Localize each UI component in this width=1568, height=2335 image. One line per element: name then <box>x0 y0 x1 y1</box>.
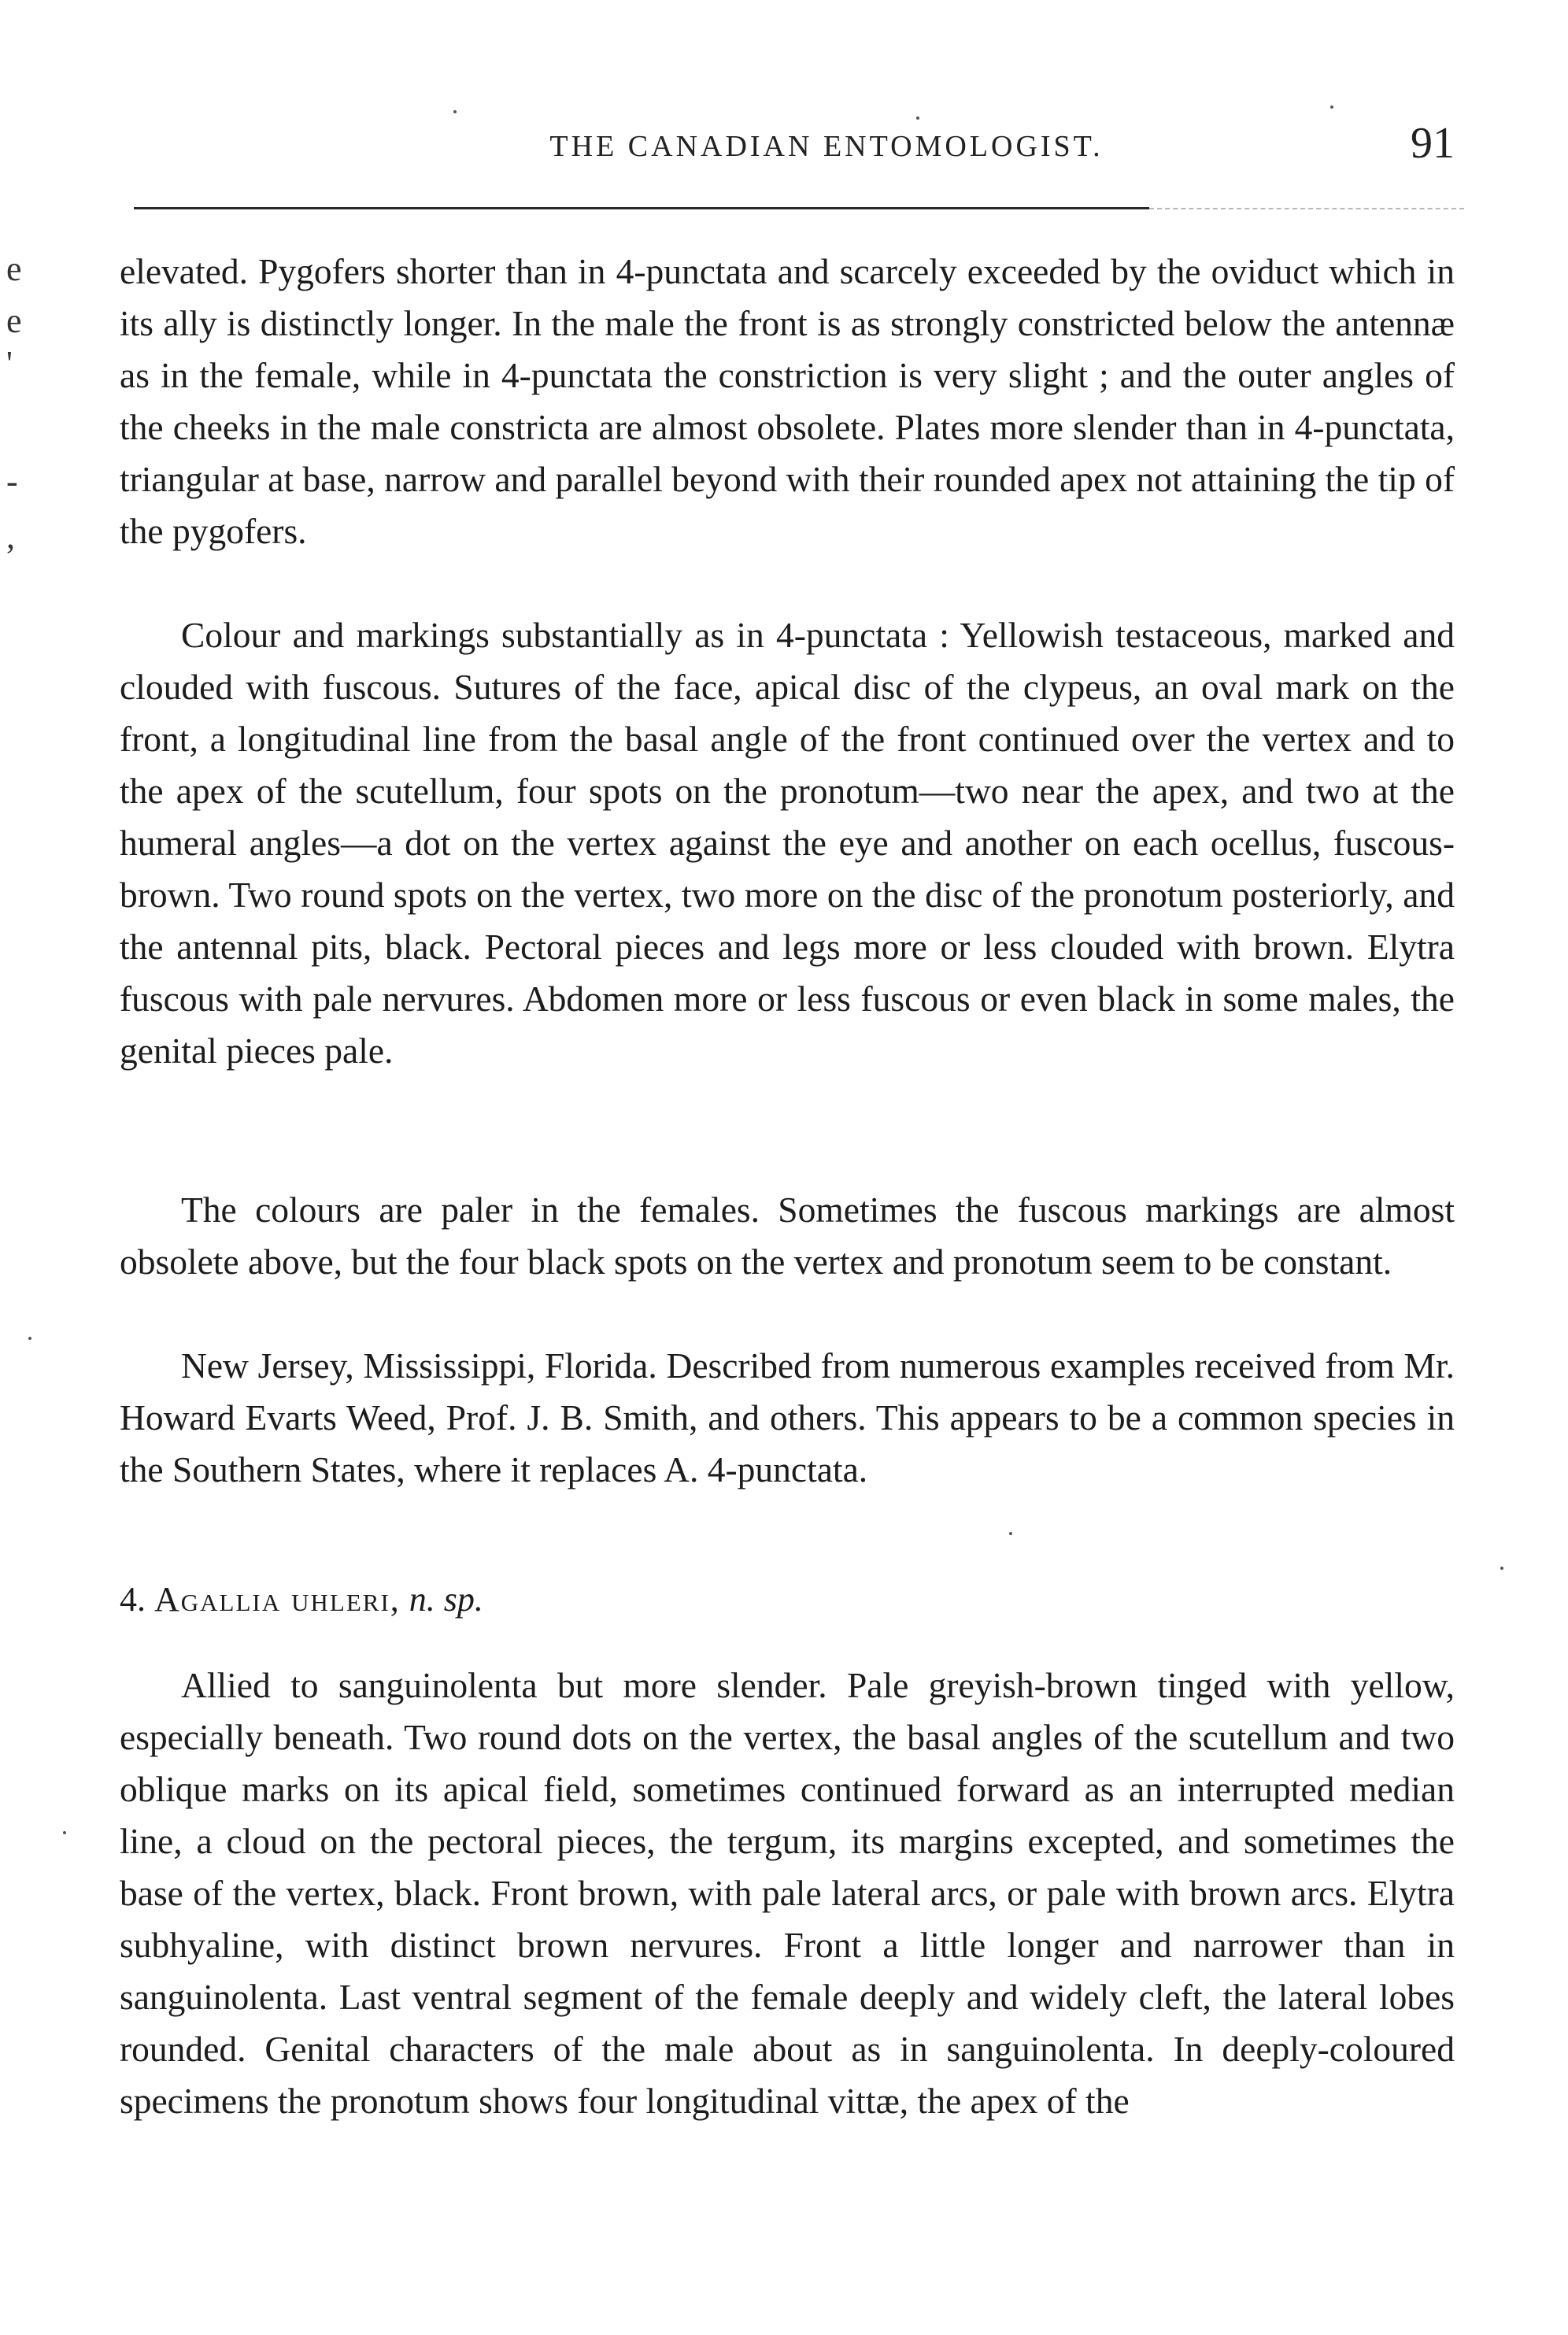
paragraph-text: Colour and markings substantially as in 4-punctata : Yellowish testaceous, marked and clouded with fuscous. Sutures of the face, apical disc of the clypeus, an oval mark on the front, a longitudinal line from the basal angle of the front continued over the vertex and to the apex of the scutellum, four spots on the pronotum—two near the apex, and two at the humeral angles—a dot on the vertex against the eye and another on each ocellus, fuscous-brown. Two round spots on the vertex, two more on the disc of the pronotum posteriorly, and the antennal pits, black. Pectoral pieces and legs more or less clouded with brown. Elytra fuscous with pale nervures. Abdomen more or less fuscous or even black in some males, the genital pieces pale. <box>120 615 1455 1071</box>
margin-mark: ' <box>6 344 13 383</box>
scan-speck <box>916 117 919 120</box>
paragraph-description <box>120 1660 1455 2127</box>
header-rule <box>134 207 1149 209</box>
species-name: Agallia uhleri, <box>154 1580 401 1619</box>
paragraph-continuation <box>120 246 1455 557</box>
scan-speck <box>1009 1532 1012 1535</box>
paragraph-coloration <box>120 609 1455 1077</box>
species-number: 4. <box>120 1580 146 1619</box>
paragraph-text: The colours are paler in the females. Sometimes the fuscous markings are almost obsolete above, but the four black spots on the vertex and pronotum seem to be constant. <box>120 1190 1455 1282</box>
paragraph-females <box>120 1184 1455 1288</box>
running-title: THE CANADIAN ENTOMOLOGIST. <box>549 130 1104 163</box>
scan-speck <box>453 110 457 113</box>
paragraph-localities <box>120 1340 1455 1496</box>
page-number: 91 <box>1411 119 1455 168</box>
header-rule-faded <box>1149 208 1464 209</box>
species-heading <box>120 1579 483 1619</box>
scan-speck <box>1330 105 1333 109</box>
paragraph-text: elevated. Pygofers shorter than in 4-punctata and scarcely exceeded by the oviduct which in its ally is distinctly longer. In the male the front is as strongly constricted below the antennæ as in the female, while in 4-punctata the constriction is very slight ; and the outer angles of the cheeks in the male constricta are almost obsolete. Plates more slender than in 4-punctata, triangular at base, narrow and parallel beyond with their rounded apex not attaining the tip of the pygofers. <box>120 251 1455 551</box>
species-designation: n. sp. <box>409 1580 483 1619</box>
scan-speck <box>1500 1567 1503 1570</box>
margin-mark: e <box>6 302 22 340</box>
scan-speck <box>28 1337 31 1340</box>
paragraph-text: New Jersey, Mississippi, Florida. Described from numerous examples received from Mr. Howard Evarts Weed, Prof. J. B. Smith, and others. This appears to be a common species in the Southern States, where it replaces A. 4-punctata. <box>120 1345 1455 1489</box>
margin-mark: e <box>6 250 22 288</box>
margin-mark: - <box>6 462 18 501</box>
paragraph-text: Allied to sanguinolenta but more slender. Pale greyish-brown tinged with yellow, especially beneath. Two round dots on the vertex, the basal angles of the scutellum and two oblique marks on its apical field, sometimes continued forward as an interrupted median line, a cloud on the pectoral pieces, the tergum, its margins excepted, and sometimes the base of the vertex, black. Front brown, with pale lateral arcs, or pale with brown arcs. Elytra subhyaline, with distinct brown nervures. Front a little longer and narrower than in sanguinolenta. Last ventral segment of the female deeply and widely cleft, the lateral lobes rounded. Genital characters of the male about as in sanguinolenta. In deeply-coloured specimens the pronotum shows four longitudinal vittæ, the apex of the <box>120 1665 1455 2121</box>
margin-mark: , <box>6 517 15 556</box>
scan-speck <box>63 1831 66 1834</box>
